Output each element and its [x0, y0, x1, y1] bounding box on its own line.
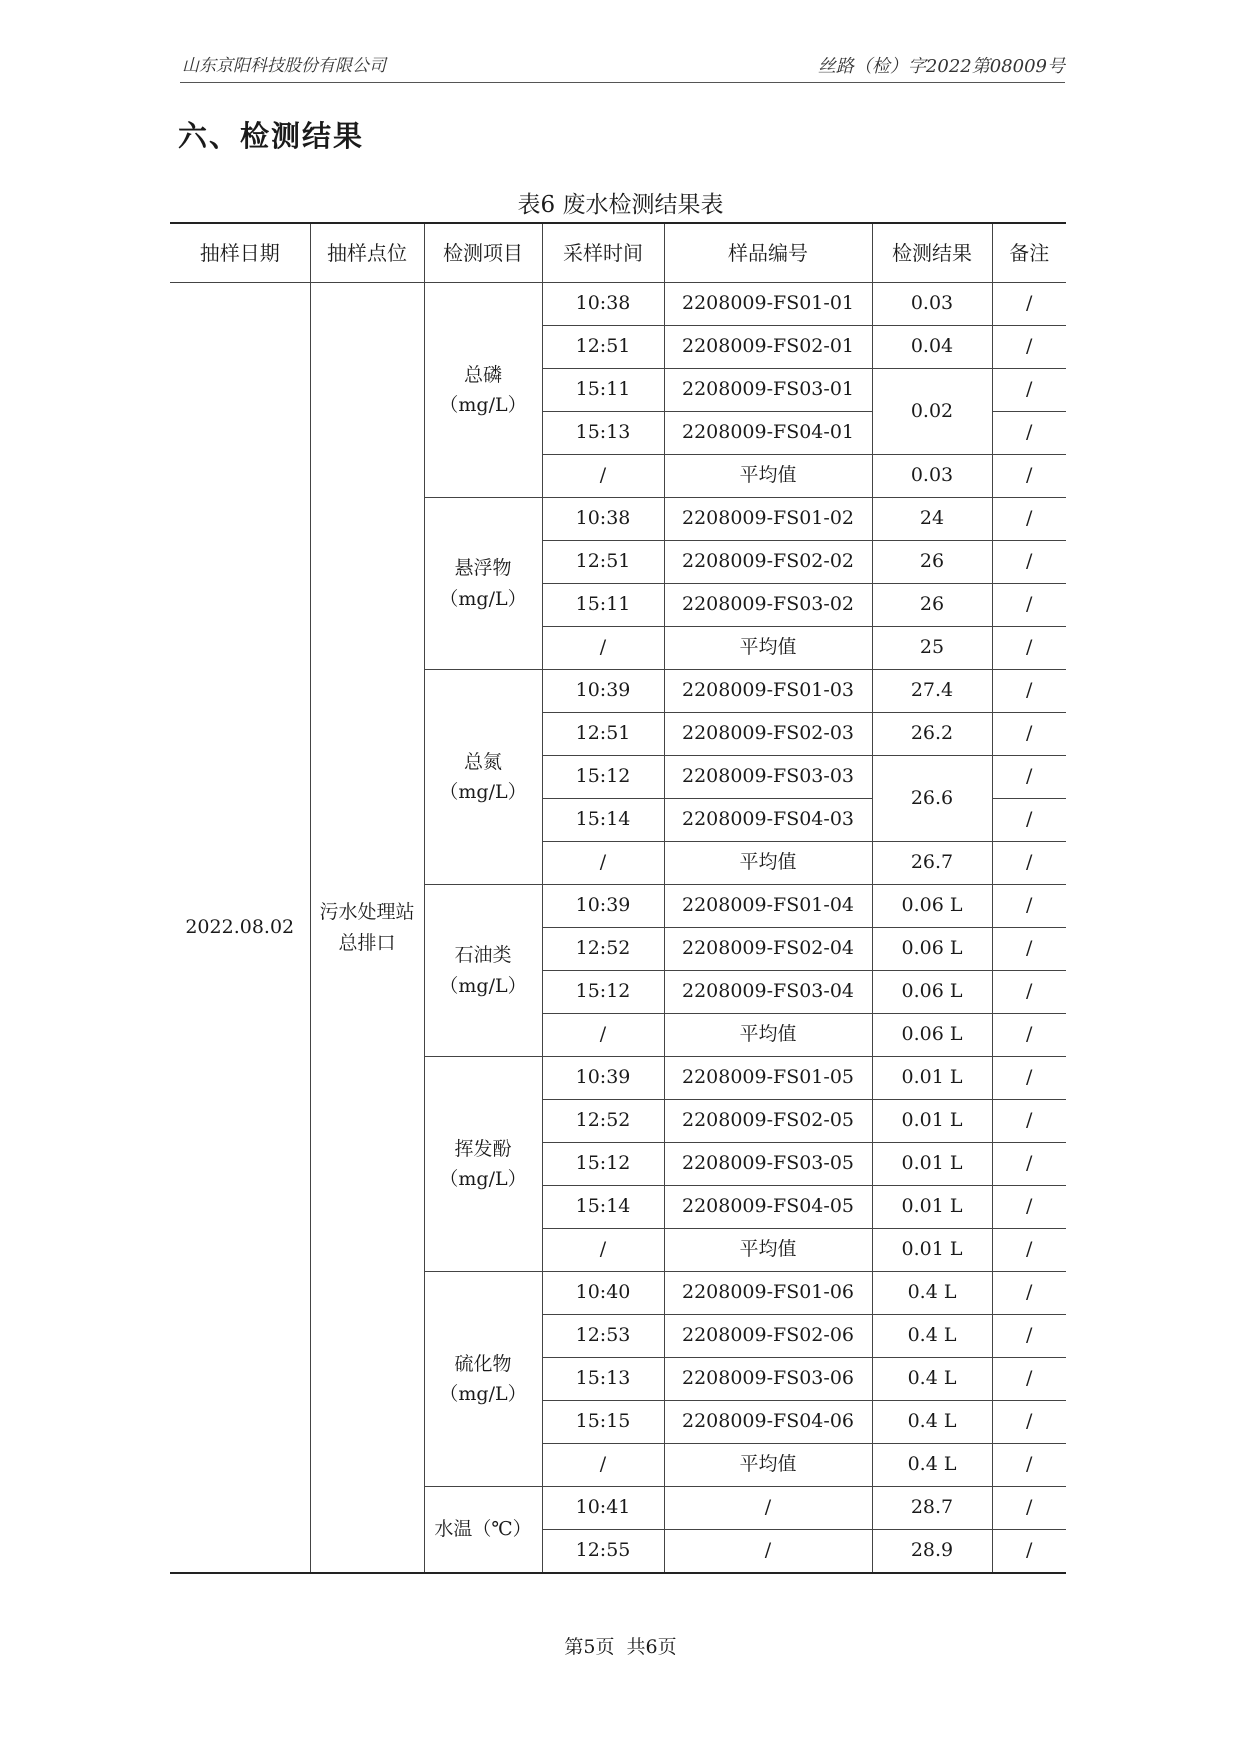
test-result: 0.06 L [872, 971, 992, 1014]
table-header-row [170, 223, 1066, 283]
test-result: 0.01 L [872, 1057, 992, 1100]
wastewater-results-table [170, 222, 1066, 1574]
sample-id: 2208009-FS03-03 [664, 756, 872, 799]
sampling-time: 10:39 [542, 885, 664, 928]
sampling-time: 15:14 [542, 1186, 664, 1229]
sampling-time: / [542, 455, 664, 498]
sample-id: 2208009-FS04-06 [664, 1401, 872, 1444]
test-result: 28.9 [872, 1530, 992, 1574]
remark: / [992, 885, 1066, 928]
test-item [424, 1272, 542, 1487]
col-header: 抽样点位 [310, 223, 424, 283]
sample-id: 2208009-FS02-06 [664, 1315, 872, 1358]
remark: / [992, 283, 1066, 326]
sample-id: / [664, 1530, 872, 1574]
test-item-name: 挥发酚 [454, 1137, 512, 1160]
remark: / [992, 842, 1066, 885]
sampling-time: 15:14 [542, 799, 664, 842]
sample-id: 2208009-FS03-05 [664, 1143, 872, 1186]
test-result: 24 [872, 498, 992, 541]
sample-id: 2208009-FS01-03 [664, 670, 872, 713]
sampling-time: 15:12 [542, 971, 664, 1014]
company-name: 山东京阳科技股份有限公司 [182, 56, 386, 76]
sample-id: 2208009-FS02-03 [664, 713, 872, 756]
test-result: 27.4 [872, 670, 992, 713]
remark: / [992, 498, 1066, 541]
test-result: 0.01 L [872, 1100, 992, 1143]
col-header: 抽样日期 [170, 223, 310, 283]
sample-id: / [664, 1487, 872, 1530]
sample-id: 2208009-FS03-01 [664, 369, 872, 412]
remark: / [992, 1143, 1066, 1186]
remark: / [992, 326, 1066, 369]
remark: / [992, 1186, 1066, 1229]
remark: / [992, 412, 1066, 455]
test-result: 26 [872, 541, 992, 584]
remark: / [992, 455, 1066, 498]
sampling-time: 15:13 [542, 1358, 664, 1401]
col-header: 备注 [992, 223, 1066, 283]
sampling-time: 12:51 [542, 713, 664, 756]
remark: / [992, 670, 1066, 713]
sampling-time: 12:52 [542, 1100, 664, 1143]
test-result: 25 [872, 627, 992, 670]
sampling-time: 10:39 [542, 1057, 664, 1100]
remark: / [992, 1444, 1066, 1487]
sample-id: 2208009-FS04-01 [664, 412, 872, 455]
sample-id: 2208009-FS01-02 [664, 498, 872, 541]
sampling-time: / [542, 1444, 664, 1487]
table-caption: 表6 废水检测结果表 [517, 192, 724, 218]
test-item-name: 石油类 [454, 944, 512, 967]
sampling-time: 12:51 [542, 541, 664, 584]
test-item-unit: （mg/L） [439, 587, 527, 610]
sampling-time: / [542, 842, 664, 885]
sample-id: 2208009-FS04-03 [664, 799, 872, 842]
test-result: 0.04 [872, 326, 992, 369]
sampling-time: 10:40 [542, 1272, 664, 1315]
sample-id: 平均值 [664, 1229, 872, 1272]
page-header [180, 44, 1065, 83]
test-result: 0.02 [872, 369, 992, 455]
col-header: 检测项目 [424, 223, 542, 283]
test-result: 26 [872, 584, 992, 627]
sample-id: 2208009-FS03-06 [664, 1358, 872, 1401]
remark: / [992, 1401, 1066, 1444]
remark: / [992, 584, 1066, 627]
document-number: 丝路（检）字2022第08009号 [817, 56, 1065, 77]
remark: / [992, 928, 1066, 971]
test-result: 26.7 [872, 842, 992, 885]
sampling-time: 12:52 [542, 928, 664, 971]
remark: / [992, 971, 1066, 1014]
sampling-time: 15:15 [542, 1401, 664, 1444]
test-result: 0.06 L [872, 1014, 992, 1057]
remark: / [992, 756, 1066, 799]
sampling-time: 15:12 [542, 1143, 664, 1186]
test-item-unit: （mg/L） [439, 974, 527, 997]
col-header: 检测结果 [872, 223, 992, 283]
remark: / [992, 1229, 1066, 1272]
test-item-name: 悬浮物 [454, 557, 512, 580]
test-result: 0.4 L [872, 1444, 992, 1487]
sample-id: 平均值 [664, 1014, 872, 1057]
remark: / [992, 369, 1066, 412]
test-item [424, 1057, 542, 1272]
test-result: 0.03 [872, 283, 992, 326]
sampling-time: 10:39 [542, 670, 664, 713]
sample-id: 2208009-FS03-04 [664, 971, 872, 1014]
test-result: 26.2 [872, 713, 992, 756]
remark: / [992, 1358, 1066, 1401]
remark: / [992, 713, 1066, 756]
test-item-unit: （mg/L） [439, 1383, 527, 1405]
sample-id: 2208009-FS03-02 [664, 584, 872, 627]
sampling-time: 15:13 [542, 412, 664, 455]
remark: / [992, 1272, 1066, 1315]
test-result: 0.4 L [872, 1272, 992, 1315]
test-item [424, 498, 542, 670]
sample-id: 2208009-FS02-02 [664, 541, 872, 584]
sample-id: 2208009-FS02-04 [664, 928, 872, 971]
sampling-time: / [542, 1014, 664, 1057]
sampling-time: 10:41 [542, 1487, 664, 1530]
remark: / [992, 1315, 1066, 1358]
test-result: 0.4 L [872, 1315, 992, 1358]
sample-id: 2208009-FS01-05 [664, 1057, 872, 1100]
sampling-time: / [542, 627, 664, 670]
test-item-unit: （mg/L） [439, 394, 527, 416]
sample-id: 2208009-FS01-06 [664, 1272, 872, 1315]
remark: / [992, 1057, 1066, 1100]
sampling-time: 10:38 [542, 498, 664, 541]
test-result: 0.03 [872, 455, 992, 498]
sample-id: 平均值 [664, 455, 872, 498]
test-item-unit: （mg/L） [439, 1168, 527, 1190]
sample-id: 2208009-FS02-05 [664, 1100, 872, 1143]
test-item-name: 总磷 [463, 363, 502, 386]
test-result: 28.7 [872, 1487, 992, 1530]
sampling-time: 10:38 [542, 283, 664, 326]
remark: / [992, 1530, 1066, 1574]
remark: / [992, 1487, 1066, 1530]
sampling-date: 2022.08.02 [170, 283, 310, 1574]
section-title: 六、检测结果 [178, 119, 365, 153]
sampling-time: 15:11 [542, 369, 664, 412]
col-header: 采样时间 [542, 223, 664, 283]
test-result: 0.4 L [872, 1401, 992, 1444]
test-result: 0.01 L [872, 1186, 992, 1229]
remark: / [992, 541, 1066, 584]
test-item-unit: （mg/L） [439, 781, 527, 803]
remark: / [992, 799, 1066, 842]
sampling-time: 15:12 [542, 756, 664, 799]
sample-id: 2208009-FS04-05 [664, 1186, 872, 1229]
page-footer: 第5页 共6页 [564, 1636, 677, 1658]
test-item-name: 硫化物 [454, 1352, 512, 1375]
table-row [170, 283, 1066, 326]
test-result: 0.01 L [872, 1229, 992, 1272]
col-header: 样品编号 [664, 223, 872, 283]
remark: / [992, 627, 1066, 670]
test-result: 0.06 L [872, 885, 992, 928]
remark: / [992, 1100, 1066, 1143]
sampling-location: 污水处理站总排口 [310, 283, 424, 1574]
sample-id: 2208009-FS01-01 [664, 283, 872, 326]
test-result: 0.06 L [872, 928, 992, 971]
sampling-time: 12:51 [542, 326, 664, 369]
sampling-time: 12:53 [542, 1315, 664, 1358]
sampling-time: / [542, 1229, 664, 1272]
test-item [424, 885, 542, 1057]
test-result: 26.6 [872, 756, 992, 842]
test-item [424, 670, 542, 885]
test-item [424, 1487, 542, 1574]
sample-id: 平均值 [664, 842, 872, 885]
sample-id: 平均值 [664, 1444, 872, 1487]
sampling-time: 12:55 [542, 1530, 664, 1574]
sample-id: 2208009-FS02-01 [664, 326, 872, 369]
sample-id: 平均值 [664, 627, 872, 670]
test-result: 0.4 L [872, 1358, 992, 1401]
sampling-time: 15:11 [542, 584, 664, 627]
test-item-name: 总氮 [463, 750, 502, 773]
test-result: 0.01 L [872, 1143, 992, 1186]
test-item-name: 水温（℃） [434, 1518, 532, 1541]
sample-id: 2208009-FS01-04 [664, 885, 872, 928]
remark: / [992, 1014, 1066, 1057]
test-item [424, 283, 542, 498]
